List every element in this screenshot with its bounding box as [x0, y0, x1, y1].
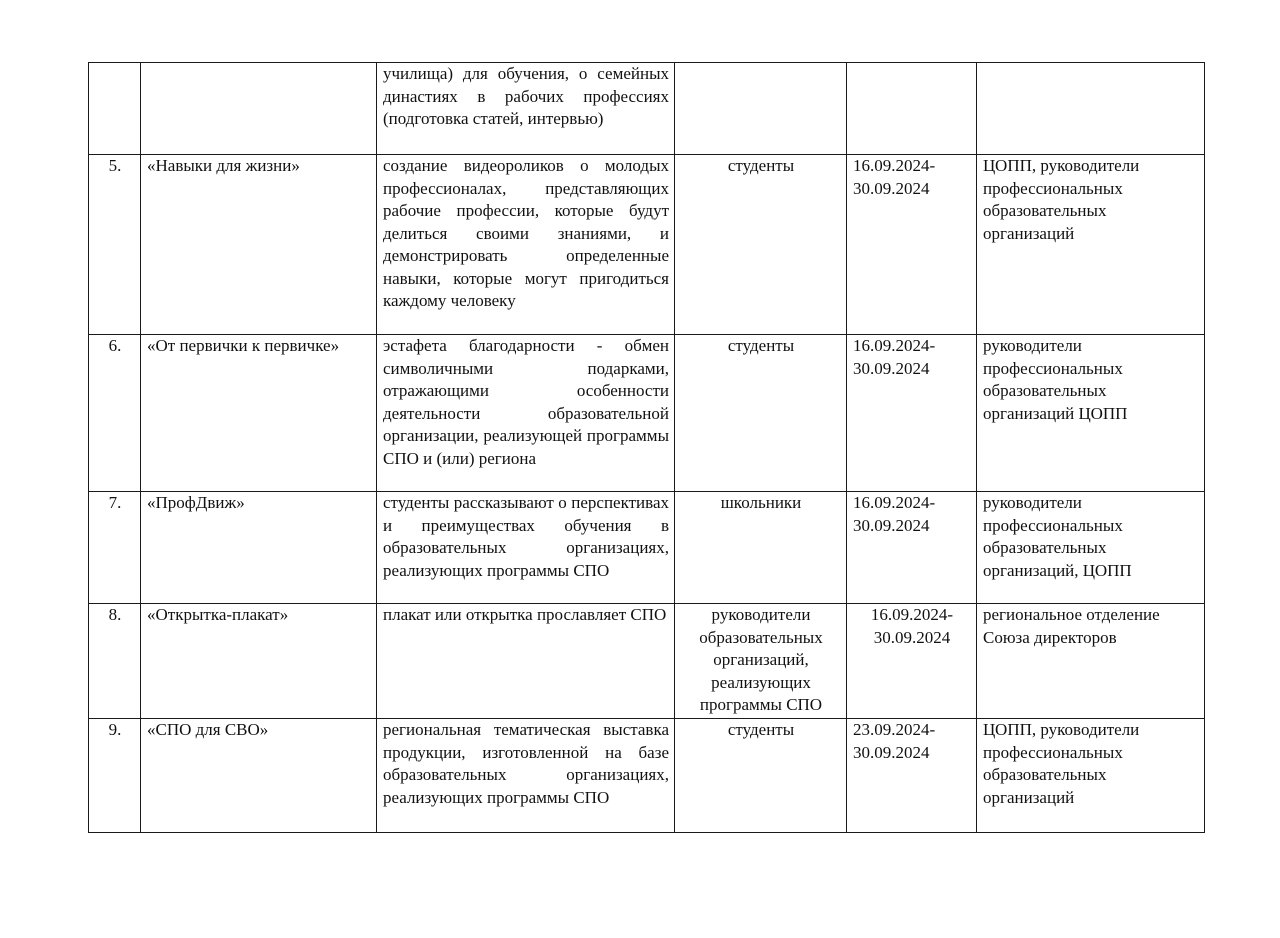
event-name: «От первички к первичке»: [141, 335, 377, 492]
event-dates: [847, 63, 977, 155]
row-number: 8.: [89, 604, 141, 719]
event-dates: 16.09.2024-30.09.2024: [847, 604, 977, 719]
event-audience: студенты: [675, 719, 847, 833]
event-dates: 16.09.2024-30.09.2024: [847, 335, 977, 492]
event-description: региональная тематическая выставка продукции, изготовленной на базе образовательных организациях, реализующих программы СПО: [377, 719, 675, 833]
table-row: [89, 335, 1205, 492]
event-audience: [675, 63, 847, 155]
event-description: студенты рассказывают о перспективах и преимуществах обучения в образовательных организациях, реализующих программы СПО: [377, 492, 675, 604]
event-name: «ПрофДвиж»: [141, 492, 377, 604]
table-row: [89, 155, 1205, 335]
event-description: плакат или открытка прославляет СПО: [377, 604, 675, 719]
row-number: 5.: [89, 155, 141, 335]
event-audience: школьники: [675, 492, 847, 604]
event-name: «Навыки для жизни»: [141, 155, 377, 335]
event-name: «СПО для СВО»: [141, 719, 377, 833]
event-responsible: [977, 63, 1205, 155]
event-audience: студенты: [675, 155, 847, 335]
event-audience: студенты: [675, 335, 847, 492]
table-row: [89, 604, 1205, 719]
event-description: создание видеороликов о молодых профессионалах, представляющих рабочие профессии, которые будут делиться своими знаниями, и демонстрировать определенные навыки, которые могут пригодиться каждому человеку: [377, 155, 675, 335]
event-dates: 16.09.2024-30.09.2024: [847, 155, 977, 335]
table-row: [89, 63, 1205, 155]
event-responsible: региональное отделение Союза директоров: [977, 604, 1205, 719]
event-audience: руководители образовательных организаций, реализующих программы СПО: [675, 604, 847, 719]
row-number: 7.: [89, 492, 141, 604]
table-row: [89, 492, 1205, 604]
event-dates: 23.09.2024-30.09.2024: [847, 719, 977, 833]
event-dates: 16.09.2024-30.09.2024: [847, 492, 977, 604]
event-name: «Открытка-плакат»: [141, 604, 377, 719]
row-number: 6.: [89, 335, 141, 492]
event-responsible: ЦОПП, руководители профессиональных образовательных организаций: [977, 719, 1205, 833]
row-number: [89, 63, 141, 155]
event-name: [141, 63, 377, 155]
event-responsible: ЦОПП, руководители профессиональных образовательных организаций: [977, 155, 1205, 335]
event-description: училища) для обучения, о семейных династиях в рабочих профессиях (подготовка статей, интервью): [377, 63, 675, 155]
event-description: эстафета благодарности - обмен символичными подарками, отражающими особенности деятельности образовательной организации, реализующей программы СПО и (или) региона: [377, 335, 675, 492]
event-responsible: руководители профессиональных образовательных организаций ЦОПП: [977, 335, 1205, 492]
table-row: [89, 719, 1205, 833]
events-table: [88, 62, 1205, 833]
row-number: 9.: [89, 719, 141, 833]
event-responsible: руководители профессиональных образовательных организаций, ЦОПП: [977, 492, 1205, 604]
